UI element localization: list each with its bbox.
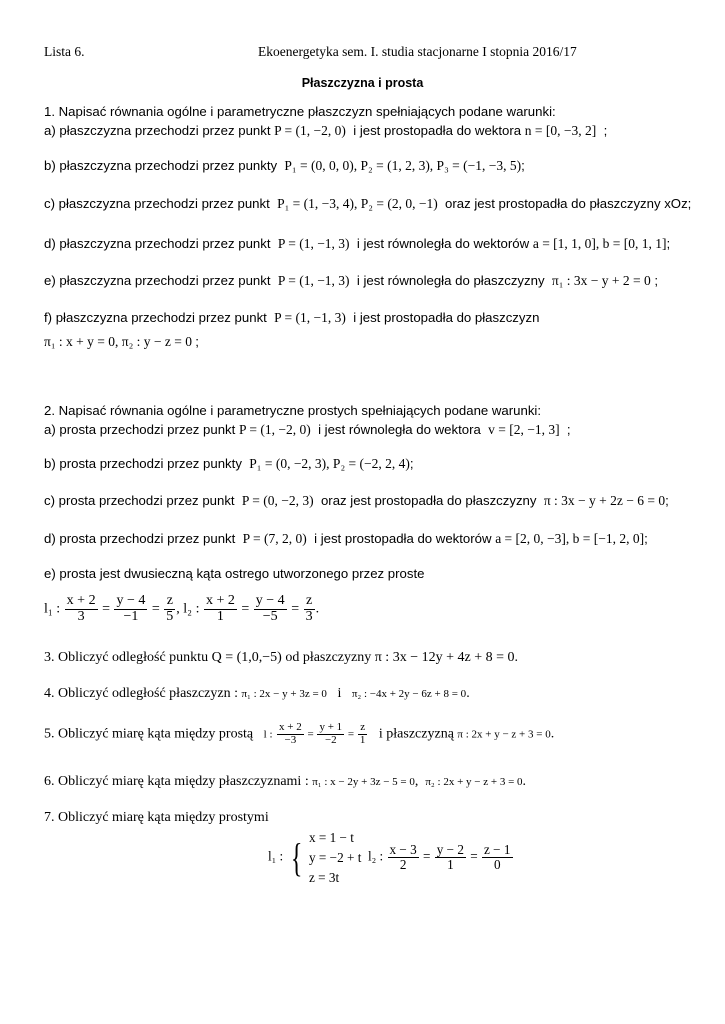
s1e-plane: π₁ : 3x − y + 2 = 0 <box>551 273 651 288</box>
p7-brace: { <box>290 834 302 880</box>
p7-eq1: x = 1 − t <box>309 830 354 845</box>
s1b-points: P₁ = (0, 0, 0), P₂ = (1, 2, 3), P₃ = (−1, −3, 5) <box>284 158 522 173</box>
p5-fraction-y: $\frac{y + 1}{-2}$ <box>319 721 343 746</box>
p5-end: . <box>550 726 555 742</box>
s2a-mid: i jest równoległa do wektora <box>318 422 481 437</box>
p7-parametric-system <box>309 828 361 887</box>
p3-plane: π : 3x − 12y + 4z + 8 = 0. <box>374 650 518 665</box>
s2d-vectors: a = [2, 0, −3], b = [−1, 2, 0] <box>495 531 645 546</box>
l2-label: l₂ : <box>183 601 200 617</box>
l2-fraction-y: $\frac{y - 4}{-5}$ <box>255 593 285 624</box>
p4-text: 4. Obliczyć odległość płaszczyzn : <box>44 686 238 701</box>
s2-item-e: e) prosta jest dwusieczną kąta ostrego utworzonego przez proste <box>44 566 425 581</box>
p4-end: . <box>466 686 470 701</box>
p6-plane2: π₂ : 2x + y − z + 3 = 0 <box>425 776 523 788</box>
s1a-point: P = (1, −2, 0) <box>274 123 346 138</box>
s1f-point: P = (1, −1, 3) <box>274 310 346 325</box>
p7-fraction-y: $\frac{y - 2}{1}$ <box>436 842 464 873</box>
s1d-end: ; <box>666 236 671 251</box>
section1-heading: 1. Napisać równania ogólne i parametryczne płaszczyzn spełniających podane warunki: <box>44 104 556 119</box>
s1f-end: i jest prostopadła do płaszczyzn <box>353 310 540 325</box>
s1-item-e <box>44 273 658 289</box>
s2b-points: P₁ = (0, −2, 3), P₂ = (−2, 2, 4) <box>249 456 410 471</box>
s2a-vector: v = [2, −1, 3] <box>488 422 560 437</box>
problem-7-text: 7. Obliczyć miarę kąta między prostymi <box>44 810 269 825</box>
s1e-end: ; <box>654 273 659 288</box>
s1c-points: P₁ = (1, −3, 4), P₂ = (2, 0, −1) <box>277 196 438 211</box>
s2-item-c <box>44 493 669 509</box>
problem-3 <box>44 650 518 666</box>
s2b-text: b) prosta przechodzi przez punkty <box>44 456 242 471</box>
section2-heading: 2. Napisać równania ogólne i parametryczne prostych spełniających podane warunki: <box>44 403 542 418</box>
problem-4 <box>44 686 470 702</box>
p3-point: Q = (1,0,−5) <box>211 650 282 665</box>
p7-l2-label: l₂ : <box>367 848 384 864</box>
s1-item-f-planes <box>44 334 199 350</box>
s1e-mid: i jest równoległa do płaszczyzny <box>356 273 545 288</box>
course-header: Ekoenergetyka sem. I. studia stacjonarne I stopnia 2016/17 <box>258 44 577 59</box>
p5-text: 5. Obliczyć miarę kąta między prostą <box>44 726 254 742</box>
p7-fraction-x: $\frac{x - 3}{2}$ <box>389 842 417 873</box>
p6-sep: , <box>414 774 419 789</box>
page-title: Płaszczyzna i prosta <box>301 76 424 90</box>
s1e-point: P = (1, −1, 3) <box>277 273 350 288</box>
p4-mid: i <box>337 686 342 701</box>
problem-6 <box>44 774 526 790</box>
s2-item-a <box>44 422 571 438</box>
s2c-point: P = (0, −2, 3) <box>241 493 314 508</box>
p3-text: 3. Obliczyć odległość punktu <box>44 650 209 665</box>
s1-item-b <box>44 158 525 174</box>
l2-fraction-z: $\frac{z}{3}$ <box>305 593 313 624</box>
s2c-text: c) prosta przechodzi przez punkt <box>44 493 235 508</box>
p4-plane2: π₂ : −4x + 2y − 6z + 8 = 0 <box>351 688 467 700</box>
p5-fraction-z: $\frac{z}{1}$ <box>359 721 366 746</box>
s1a-end: ; <box>603 123 608 138</box>
s2c-end: ; <box>665 493 669 508</box>
s1d-vectors: a = [1, 1, 0], b = [0, 1, 1] <box>532 236 667 251</box>
s1c-end: oraz jest prostopadła do płaszczyzny xOz; <box>445 196 692 211</box>
s1f-text: f) płaszczyzna przechodzi przez punkt <box>44 310 267 325</box>
s1c-text: c) płaszczyzna przechodzi przez punkt <box>44 196 270 211</box>
list-number: Lista 6. <box>44 44 85 59</box>
l1-fraction-y: $\frac{y - 4}{-1}$ <box>116 593 146 624</box>
p7-l1-label: l₁ : <box>268 848 284 864</box>
l1-fraction-z: $\frac{z}{5}$ <box>166 593 174 624</box>
s1a-vector: n = [0, −3, 2] <box>524 123 597 138</box>
s2a-point: P = (1, −2, 0) <box>239 422 311 437</box>
s1a-text: a) płaszczyzna przechodzi przez punkt <box>44 123 271 138</box>
s2d-text: d) prosta przechodzi przez punkt <box>44 531 236 546</box>
s2d-end: ; <box>644 531 648 546</box>
s1-item-d <box>44 236 670 252</box>
s2-lines-equations: l₁ : $\frac{x + 2}{3}$ = $\frac{y - 4}{-1}$ = $\frac{z}{5}$ , l₂ : $\frac{x + 2}{1}$ = $\frac{y - 4}{-5}$ = $\frac{z}{3}$ . <box>44 593 320 624</box>
s2d-point: P = (7, 2, 0) <box>242 531 307 546</box>
p6-end: . <box>522 774 527 789</box>
p5-plane: π : 2x + y − z + 3 = 0 <box>457 728 551 741</box>
p5-fraction-x: $\frac{x + 2}{-3}$ <box>279 721 302 746</box>
s2d-mid: i jest prostopadła do wektorów <box>314 531 492 546</box>
l2-fraction-x: $\frac{x + 2}{1}$ <box>205 593 235 624</box>
problem-5: 5. Obliczyć miarę kąta między prostą l : $\frac{x + 2}{-3}$ = $\frac{y + 1}{-2}$ = $\frac{z}{1}$ i płaszczyzną π : 2x + y − z + 3 = 0. <box>44 721 555 746</box>
p6-plane1: π₁ : x − 2y + 3z − 5 = 0 <box>312 776 415 788</box>
s1b-end: ; <box>521 158 525 173</box>
p7-eq2: y = −2 + t <box>309 849 362 865</box>
s1a-mid: i jest prostopadła do wektora <box>353 123 522 138</box>
s2-item-b <box>44 456 414 472</box>
p3-mid: od płaszczyzny <box>285 650 372 665</box>
s1e-text: e) płaszczyzna przechodzi przez punkt <box>44 273 271 288</box>
s2-item-d <box>44 531 648 547</box>
p4-plane1: π₁ : 2x − y + 3z = 0 <box>241 688 327 700</box>
p7-eq3: z = 3t <box>309 869 340 885</box>
p6-text: 6. Obliczyć miarę kąta między płaszczyznami : <box>44 774 309 789</box>
s1b-text: b) płaszczyzna przechodzi przez punkty <box>44 158 278 173</box>
s2a-text: a) prosta przechodzi przez punkt <box>44 422 236 437</box>
l1-label: l₁ : <box>44 601 61 617</box>
l1-fraction-x: $\frac{x + 2}{3}$ <box>66 593 96 624</box>
s1f-end2: ; <box>195 334 199 349</box>
s1-item-a <box>44 123 607 139</box>
s2b-end: ; <box>409 456 414 471</box>
s2c-mid: oraz jest prostopadła do płaszczyzny <box>320 493 537 508</box>
s1-item-f <box>44 310 539 326</box>
s1-item-c <box>44 196 691 212</box>
s1d-point: P = (1, −1, 3) <box>277 236 350 251</box>
problem-7-lines: l₁ : { x = 1 − t y = −2 + t z = 3t l₂ : $\frac{x - 3}{2}$ = $\frac{y - 2}{1}$ = $\frac{z - 1}{0}$ <box>268 828 514 887</box>
p7-fraction-z: $\frac{z - 1}{0}$ <box>484 842 511 873</box>
s2a-end: ; <box>566 422 571 437</box>
s2c-plane: π : 3x − y + 2z − 6 = 0 <box>543 493 666 508</box>
p5-mid: i płaszczyzną <box>378 726 454 742</box>
s1d-mid: i jest równoległa do wektorów <box>356 236 530 251</box>
s1f-planes: π₁ : x + y = 0, π₂ : y − z = 0 <box>44 334 192 349</box>
s1d-text: d) płaszczyzna przechodzi przez punkt <box>44 236 271 251</box>
p5-line-label: l : <box>263 728 273 741</box>
